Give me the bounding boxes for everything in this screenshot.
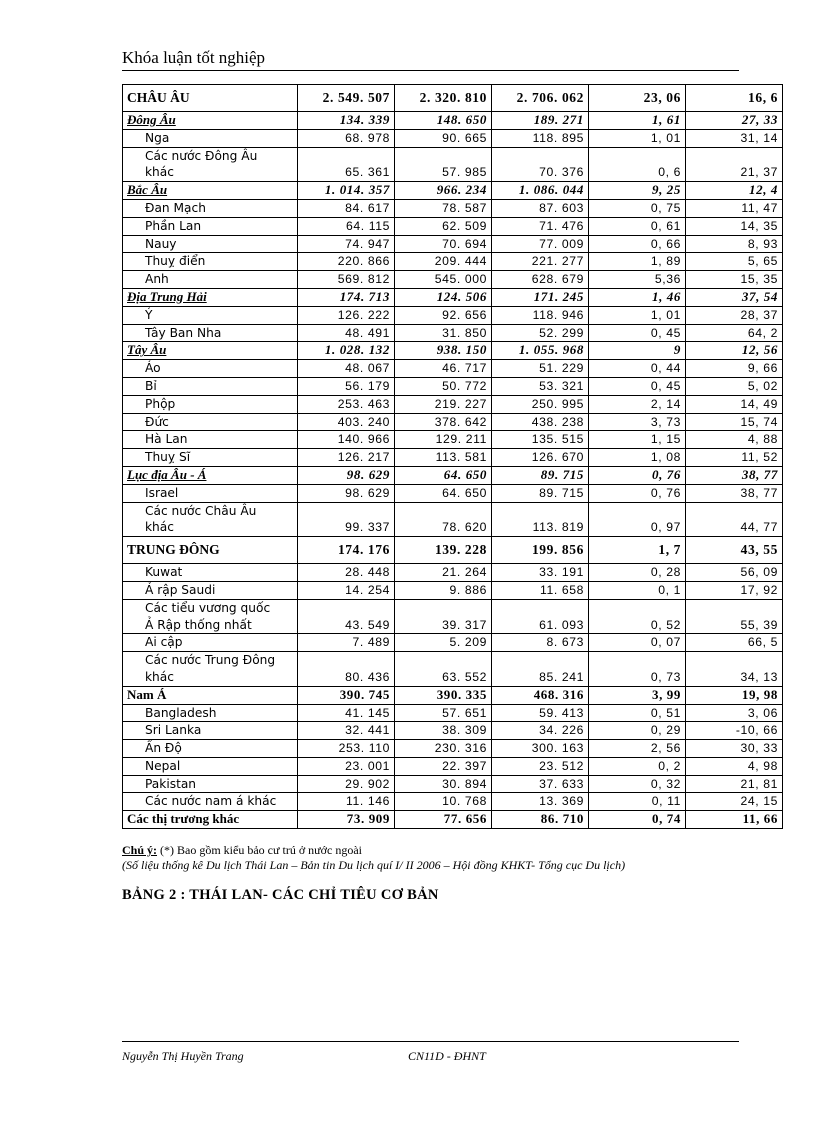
cell-value: 1, 89 bbox=[589, 253, 686, 271]
table-row bbox=[123, 502, 783, 537]
row-label: Các tiểu vương quốc Ả Rập thống nhất bbox=[123, 599, 298, 634]
cell-value: 148. 650 bbox=[395, 112, 492, 130]
cell-value: 92. 656 bbox=[395, 306, 492, 324]
table-row bbox=[123, 811, 783, 829]
cell-value: 73. 909 bbox=[298, 811, 395, 829]
cell-value: 21. 264 bbox=[395, 564, 492, 582]
table-row bbox=[123, 199, 783, 217]
cell-value: 11, 66 bbox=[686, 811, 783, 829]
cell-value: 46. 717 bbox=[395, 360, 492, 378]
table-row bbox=[123, 793, 783, 811]
cell-value: 11, 52 bbox=[686, 449, 783, 467]
cell-value: 390. 335 bbox=[395, 686, 492, 704]
cell-value: 628. 679 bbox=[492, 271, 589, 289]
table-row bbox=[123, 757, 783, 775]
cell-value: 86. 710 bbox=[492, 811, 589, 829]
cell-value: 9. 886 bbox=[395, 581, 492, 599]
cell-value: 126. 217 bbox=[298, 449, 395, 467]
cell-value: 89. 715 bbox=[492, 466, 589, 484]
row-label: Đông Âu bbox=[123, 112, 298, 130]
cell-value: 438. 238 bbox=[492, 413, 589, 431]
cell-value: 84. 617 bbox=[298, 199, 395, 217]
cell-value: 938. 150 bbox=[395, 342, 492, 360]
table-row bbox=[123, 466, 783, 484]
table-row bbox=[123, 599, 783, 634]
row-label: Hà Lan bbox=[123, 431, 298, 449]
cell-value: 0, 44 bbox=[589, 360, 686, 378]
row-label: Sri Lanka bbox=[123, 722, 298, 740]
cell-value: 31. 850 bbox=[395, 324, 492, 342]
row-label: Bắc Âu bbox=[123, 182, 298, 200]
cell-value: -10, 66 bbox=[686, 722, 783, 740]
cell-value: 0, 11 bbox=[589, 793, 686, 811]
cell-value: 43, 55 bbox=[686, 537, 783, 564]
table-row bbox=[123, 306, 783, 324]
cell-value: 78. 587 bbox=[395, 199, 492, 217]
table-row bbox=[123, 395, 783, 413]
cell-value: 17, 92 bbox=[686, 581, 783, 599]
cell-value: 34. 226 bbox=[492, 722, 589, 740]
cell-value: 0, 45 bbox=[589, 324, 686, 342]
cell-value: 2, 56 bbox=[589, 740, 686, 758]
cell-value: 98. 629 bbox=[298, 484, 395, 502]
cell-value: 1, 01 bbox=[589, 306, 686, 324]
cell-value: 230. 316 bbox=[395, 740, 492, 758]
row-label: Nga bbox=[123, 129, 298, 147]
cell-value: 21, 37 bbox=[686, 147, 783, 182]
table-row bbox=[123, 686, 783, 704]
cell-value: 174. 713 bbox=[298, 288, 395, 306]
table-row bbox=[123, 581, 783, 599]
cell-value: 1. 014. 357 bbox=[298, 182, 395, 200]
cell-value: 56. 179 bbox=[298, 377, 395, 395]
cell-value: 221. 277 bbox=[492, 253, 589, 271]
cell-value: 189. 271 bbox=[492, 112, 589, 130]
table-row bbox=[123, 129, 783, 147]
table-row bbox=[123, 271, 783, 289]
row-label: Tây Âu bbox=[123, 342, 298, 360]
cell-value: 43. 549 bbox=[298, 599, 395, 634]
cell-value: 8. 673 bbox=[492, 634, 589, 652]
cell-value: 12, 4 bbox=[686, 182, 783, 200]
cell-value: 78. 620 bbox=[395, 502, 492, 537]
cell-value: 129. 211 bbox=[395, 431, 492, 449]
cell-value: 34, 13 bbox=[686, 652, 783, 687]
table-row bbox=[123, 112, 783, 130]
cell-value: 57. 985 bbox=[395, 147, 492, 182]
row-label: Tây Ban Nha bbox=[123, 324, 298, 342]
cell-value: 0, 61 bbox=[589, 217, 686, 235]
cell-value: 31, 14 bbox=[686, 129, 783, 147]
cell-value: 219. 227 bbox=[395, 395, 492, 413]
cell-value: 113. 819 bbox=[492, 502, 589, 537]
cell-value: 1, 15 bbox=[589, 431, 686, 449]
cell-value: 64, 2 bbox=[686, 324, 783, 342]
cell-value: 0, 45 bbox=[589, 377, 686, 395]
cell-value: 1, 7 bbox=[589, 537, 686, 564]
cell-value: 0, 76 bbox=[589, 466, 686, 484]
cell-value: 85. 241 bbox=[492, 652, 589, 687]
table-row bbox=[123, 413, 783, 431]
cell-value: 28. 448 bbox=[298, 564, 395, 582]
cell-value: 37, 54 bbox=[686, 288, 783, 306]
cell-value: 1, 61 bbox=[589, 112, 686, 130]
table-row bbox=[123, 182, 783, 200]
cell-value: 135. 515 bbox=[492, 431, 589, 449]
row-label: Áo bbox=[123, 360, 298, 378]
table-row bbox=[123, 484, 783, 502]
cell-value: 28, 37 bbox=[686, 306, 783, 324]
cell-value: 5, 02 bbox=[686, 377, 783, 395]
cell-value: 0, 32 bbox=[589, 775, 686, 793]
cell-value: 569. 812 bbox=[298, 271, 395, 289]
cell-value: 65. 361 bbox=[298, 147, 395, 182]
footer-class-page: CN11D - ĐHNT bbox=[408, 1049, 486, 1063]
cell-value: 3, 73 bbox=[589, 413, 686, 431]
table-row bbox=[123, 537, 783, 564]
cell-value: 87. 603 bbox=[492, 199, 589, 217]
cell-value: 23. 512 bbox=[492, 757, 589, 775]
row-label: Israel bbox=[123, 484, 298, 502]
cell-value: 62. 509 bbox=[395, 217, 492, 235]
cell-value: 9, 66 bbox=[686, 360, 783, 378]
cell-value: 0, 07 bbox=[589, 634, 686, 652]
table-row bbox=[123, 564, 783, 582]
cell-value: 2. 549. 507 bbox=[298, 85, 395, 112]
cell-value: 300. 163 bbox=[492, 740, 589, 758]
cell-value: 113. 581 bbox=[395, 449, 492, 467]
cell-value: 59. 413 bbox=[492, 704, 589, 722]
cell-value: 64. 650 bbox=[395, 466, 492, 484]
cell-value: 1, 08 bbox=[589, 449, 686, 467]
cell-value: 64. 115 bbox=[298, 217, 395, 235]
cell-value: 63. 552 bbox=[395, 652, 492, 687]
row-label: Các nước Trung Đông khác bbox=[123, 652, 298, 687]
cell-value: 55, 39 bbox=[686, 599, 783, 634]
cell-value: 39. 317 bbox=[395, 599, 492, 634]
cell-value: 22. 397 bbox=[395, 757, 492, 775]
note-source: (Số liệu thống kê Du lịch Thái Lan – Bản tin Du lịch quí I/ II 2006 – Hội đồng KHKT- Tổng cục Du lịch) bbox=[122, 858, 626, 872]
cell-value: 99. 337 bbox=[298, 502, 395, 537]
table-row bbox=[123, 288, 783, 306]
cell-value: 4, 98 bbox=[686, 757, 783, 775]
cell-value: 70. 376 bbox=[492, 147, 589, 182]
row-label: Nauy bbox=[123, 235, 298, 253]
cell-value: 0, 51 bbox=[589, 704, 686, 722]
cell-value: 0, 52 bbox=[589, 599, 686, 634]
page-header: Khóa luận tốt nghiệp bbox=[122, 48, 266, 67]
table-row bbox=[123, 217, 783, 235]
cell-value: 1. 028. 132 bbox=[298, 342, 395, 360]
cell-value: 126. 670 bbox=[492, 449, 589, 467]
cell-value: 14, 35 bbox=[686, 217, 783, 235]
statistics-table bbox=[122, 84, 783, 829]
row-label: Anh bbox=[123, 271, 298, 289]
cell-value: 27, 33 bbox=[686, 112, 783, 130]
cell-value: 390. 745 bbox=[298, 686, 395, 704]
cell-value: 74. 947 bbox=[298, 235, 395, 253]
row-label: Nepal bbox=[123, 757, 298, 775]
row-label: Đan Mạch bbox=[123, 199, 298, 217]
table-row bbox=[123, 722, 783, 740]
header-rule bbox=[122, 70, 739, 71]
cell-value: 21, 81 bbox=[686, 775, 783, 793]
cell-value: 2, 14 bbox=[589, 395, 686, 413]
cell-value: 90. 665 bbox=[395, 129, 492, 147]
cell-value: 24, 15 bbox=[686, 793, 783, 811]
table-row bbox=[123, 449, 783, 467]
cell-value: 33. 191 bbox=[492, 564, 589, 582]
table-row bbox=[123, 253, 783, 271]
cell-value: 41. 145 bbox=[298, 704, 395, 722]
cell-value: 16, 6 bbox=[686, 85, 783, 112]
cell-value: 11. 146 bbox=[298, 793, 395, 811]
cell-value: 51. 229 bbox=[492, 360, 589, 378]
cell-value: 378. 642 bbox=[395, 413, 492, 431]
table-row bbox=[123, 634, 783, 652]
section-title: BẢNG 2 : THÁI LAN- CÁC CHỈ TIÊU CƠ BẢN bbox=[122, 887, 439, 903]
row-label: Thuỵ Sĩ bbox=[123, 449, 298, 467]
cell-value: 1. 086. 044 bbox=[492, 182, 589, 200]
row-label: Phộp bbox=[123, 395, 298, 413]
cell-value: 199. 856 bbox=[492, 537, 589, 564]
cell-value: 3, 06 bbox=[686, 704, 783, 722]
cell-value: 12, 56 bbox=[686, 342, 783, 360]
cell-value: 32. 441 bbox=[298, 722, 395, 740]
cell-value: 126. 222 bbox=[298, 306, 395, 324]
row-label: Pakistan bbox=[123, 775, 298, 793]
note-text: (*) Bao gồm kiểu bảo cư trú ở nước ngoài bbox=[157, 843, 362, 857]
cell-value: 11. 658 bbox=[492, 581, 589, 599]
cell-value: 0, 6 bbox=[589, 147, 686, 182]
cell-value: 30. 894 bbox=[395, 775, 492, 793]
cell-value: 1. 055. 968 bbox=[492, 342, 589, 360]
row-label: Các thị trương khác bbox=[123, 811, 298, 829]
row-label: Lục địa Âu - Á bbox=[123, 466, 298, 484]
cell-value: 1, 01 bbox=[589, 129, 686, 147]
cell-value: 56, 09 bbox=[686, 564, 783, 582]
cell-value: 77. 656 bbox=[395, 811, 492, 829]
table-row bbox=[123, 324, 783, 342]
cell-value: 71. 476 bbox=[492, 217, 589, 235]
cell-value: 118. 946 bbox=[492, 306, 589, 324]
cell-value: 5. 209 bbox=[395, 634, 492, 652]
cell-value: 23. 001 bbox=[298, 757, 395, 775]
cell-value: 0, 97 bbox=[589, 502, 686, 537]
cell-value: 48. 491 bbox=[298, 324, 395, 342]
table-row bbox=[123, 740, 783, 758]
cell-value: 403. 240 bbox=[298, 413, 395, 431]
cell-value: 1, 46 bbox=[589, 288, 686, 306]
cell-value: 139. 228 bbox=[395, 537, 492, 564]
cell-value: 98. 629 bbox=[298, 466, 395, 484]
cell-value: 468. 316 bbox=[492, 686, 589, 704]
cell-value: 29. 902 bbox=[298, 775, 395, 793]
table-row bbox=[123, 360, 783, 378]
cell-value: 0, 2 bbox=[589, 757, 686, 775]
cell-value: 61. 093 bbox=[492, 599, 589, 634]
cell-value: 48. 067 bbox=[298, 360, 395, 378]
row-label: Các nước Đông Âu khác bbox=[123, 147, 298, 182]
table-row bbox=[123, 652, 783, 687]
table-row bbox=[123, 775, 783, 793]
table-row bbox=[123, 235, 783, 253]
cell-value: 253. 463 bbox=[298, 395, 395, 413]
cell-value: 53. 321 bbox=[492, 377, 589, 395]
cell-value: 0, 74 bbox=[589, 811, 686, 829]
note-label: Chú ý: bbox=[122, 843, 158, 857]
cell-value: 124. 506 bbox=[395, 288, 492, 306]
cell-value: 250. 995 bbox=[492, 395, 589, 413]
row-label: Thuỵ điển bbox=[123, 253, 298, 271]
row-label: Phần Lan bbox=[123, 217, 298, 235]
cell-value: 10. 768 bbox=[395, 793, 492, 811]
cell-value: 0, 29 bbox=[589, 722, 686, 740]
cell-value: 0, 28 bbox=[589, 564, 686, 582]
cell-value: 966. 234 bbox=[395, 182, 492, 200]
cell-value: 545. 000 bbox=[395, 271, 492, 289]
row-label: Ấn Độ bbox=[123, 740, 298, 758]
cell-value: 0, 1 bbox=[589, 581, 686, 599]
row-label: Nam Á bbox=[123, 686, 298, 704]
cell-value: 38, 77 bbox=[686, 484, 783, 502]
table-note bbox=[122, 843, 625, 873]
row-label: Ai cập bbox=[123, 634, 298, 652]
table-row bbox=[123, 147, 783, 182]
cell-value: 140. 966 bbox=[298, 431, 395, 449]
cell-value: 8, 93 bbox=[686, 235, 783, 253]
footer-rule bbox=[122, 1041, 739, 1042]
row-label: Địa Trung Hải bbox=[123, 288, 298, 306]
cell-value: 4, 88 bbox=[686, 431, 783, 449]
row-label: Bangladesh bbox=[123, 704, 298, 722]
cell-value: 38, 77 bbox=[686, 466, 783, 484]
cell-value: 30, 33 bbox=[686, 740, 783, 758]
cell-value: 2. 320. 810 bbox=[395, 85, 492, 112]
cell-value: 57. 651 bbox=[395, 704, 492, 722]
cell-value: 89. 715 bbox=[492, 484, 589, 502]
cell-value: 253. 110 bbox=[298, 740, 395, 758]
cell-value: 9 bbox=[589, 342, 686, 360]
cell-value: 118. 895 bbox=[492, 129, 589, 147]
cell-value: 5, 65 bbox=[686, 253, 783, 271]
cell-value: 5,36 bbox=[589, 271, 686, 289]
cell-value: 77. 009 bbox=[492, 235, 589, 253]
cell-value: 0, 76 bbox=[589, 484, 686, 502]
cell-value: 134. 339 bbox=[298, 112, 395, 130]
cell-value: 11, 47 bbox=[686, 199, 783, 217]
cell-value: 14, 49 bbox=[686, 395, 783, 413]
cell-value: 52. 299 bbox=[492, 324, 589, 342]
cell-value: 14. 254 bbox=[298, 581, 395, 599]
cell-value: 0, 73 bbox=[589, 652, 686, 687]
table-row bbox=[123, 377, 783, 395]
table-row bbox=[123, 342, 783, 360]
cell-value: 209. 444 bbox=[395, 253, 492, 271]
row-label: Các nước Châu Âu khác bbox=[123, 502, 298, 537]
cell-value: 3, 99 bbox=[589, 686, 686, 704]
row-label: TRUNG ĐÔNG bbox=[123, 537, 298, 564]
row-label: CHÂU ÂU bbox=[123, 85, 298, 112]
row-label: Các nước nam á khác bbox=[123, 793, 298, 811]
cell-value: 174. 176 bbox=[298, 537, 395, 564]
cell-value: 9, 25 bbox=[589, 182, 686, 200]
cell-value: 19, 98 bbox=[686, 686, 783, 704]
row-label: Ả rập Saudi bbox=[123, 581, 298, 599]
cell-value: 15, 35 bbox=[686, 271, 783, 289]
row-label: Bỉ bbox=[123, 377, 298, 395]
cell-value: 66, 5 bbox=[686, 634, 783, 652]
cell-value: 64. 650 bbox=[395, 484, 492, 502]
cell-value: 38. 309 bbox=[395, 722, 492, 740]
table-row bbox=[123, 85, 783, 112]
cell-value: 37. 633 bbox=[492, 775, 589, 793]
row-label: Kuwat bbox=[123, 564, 298, 582]
cell-value: 44, 77 bbox=[686, 502, 783, 537]
cell-value: 70. 694 bbox=[395, 235, 492, 253]
cell-value: 15, 74 bbox=[686, 413, 783, 431]
footer-author: Nguyễn Thị Huyền Trang bbox=[122, 1049, 244, 1063]
cell-value: 171. 245 bbox=[492, 288, 589, 306]
table-row bbox=[123, 431, 783, 449]
cell-value: 50. 772 bbox=[395, 377, 492, 395]
cell-value: 13. 369 bbox=[492, 793, 589, 811]
table-row bbox=[123, 704, 783, 722]
row-label: Đức bbox=[123, 413, 298, 431]
row-label: Ý bbox=[123, 306, 298, 324]
cell-value: 68. 978 bbox=[298, 129, 395, 147]
cell-value: 0, 75 bbox=[589, 199, 686, 217]
cell-value: 23, 06 bbox=[589, 85, 686, 112]
cell-value: 2. 706. 062 bbox=[492, 85, 589, 112]
cell-value: 0, 66 bbox=[589, 235, 686, 253]
cell-value: 7. 489 bbox=[298, 634, 395, 652]
cell-value: 80. 436 bbox=[298, 652, 395, 687]
cell-value: 220. 866 bbox=[298, 253, 395, 271]
